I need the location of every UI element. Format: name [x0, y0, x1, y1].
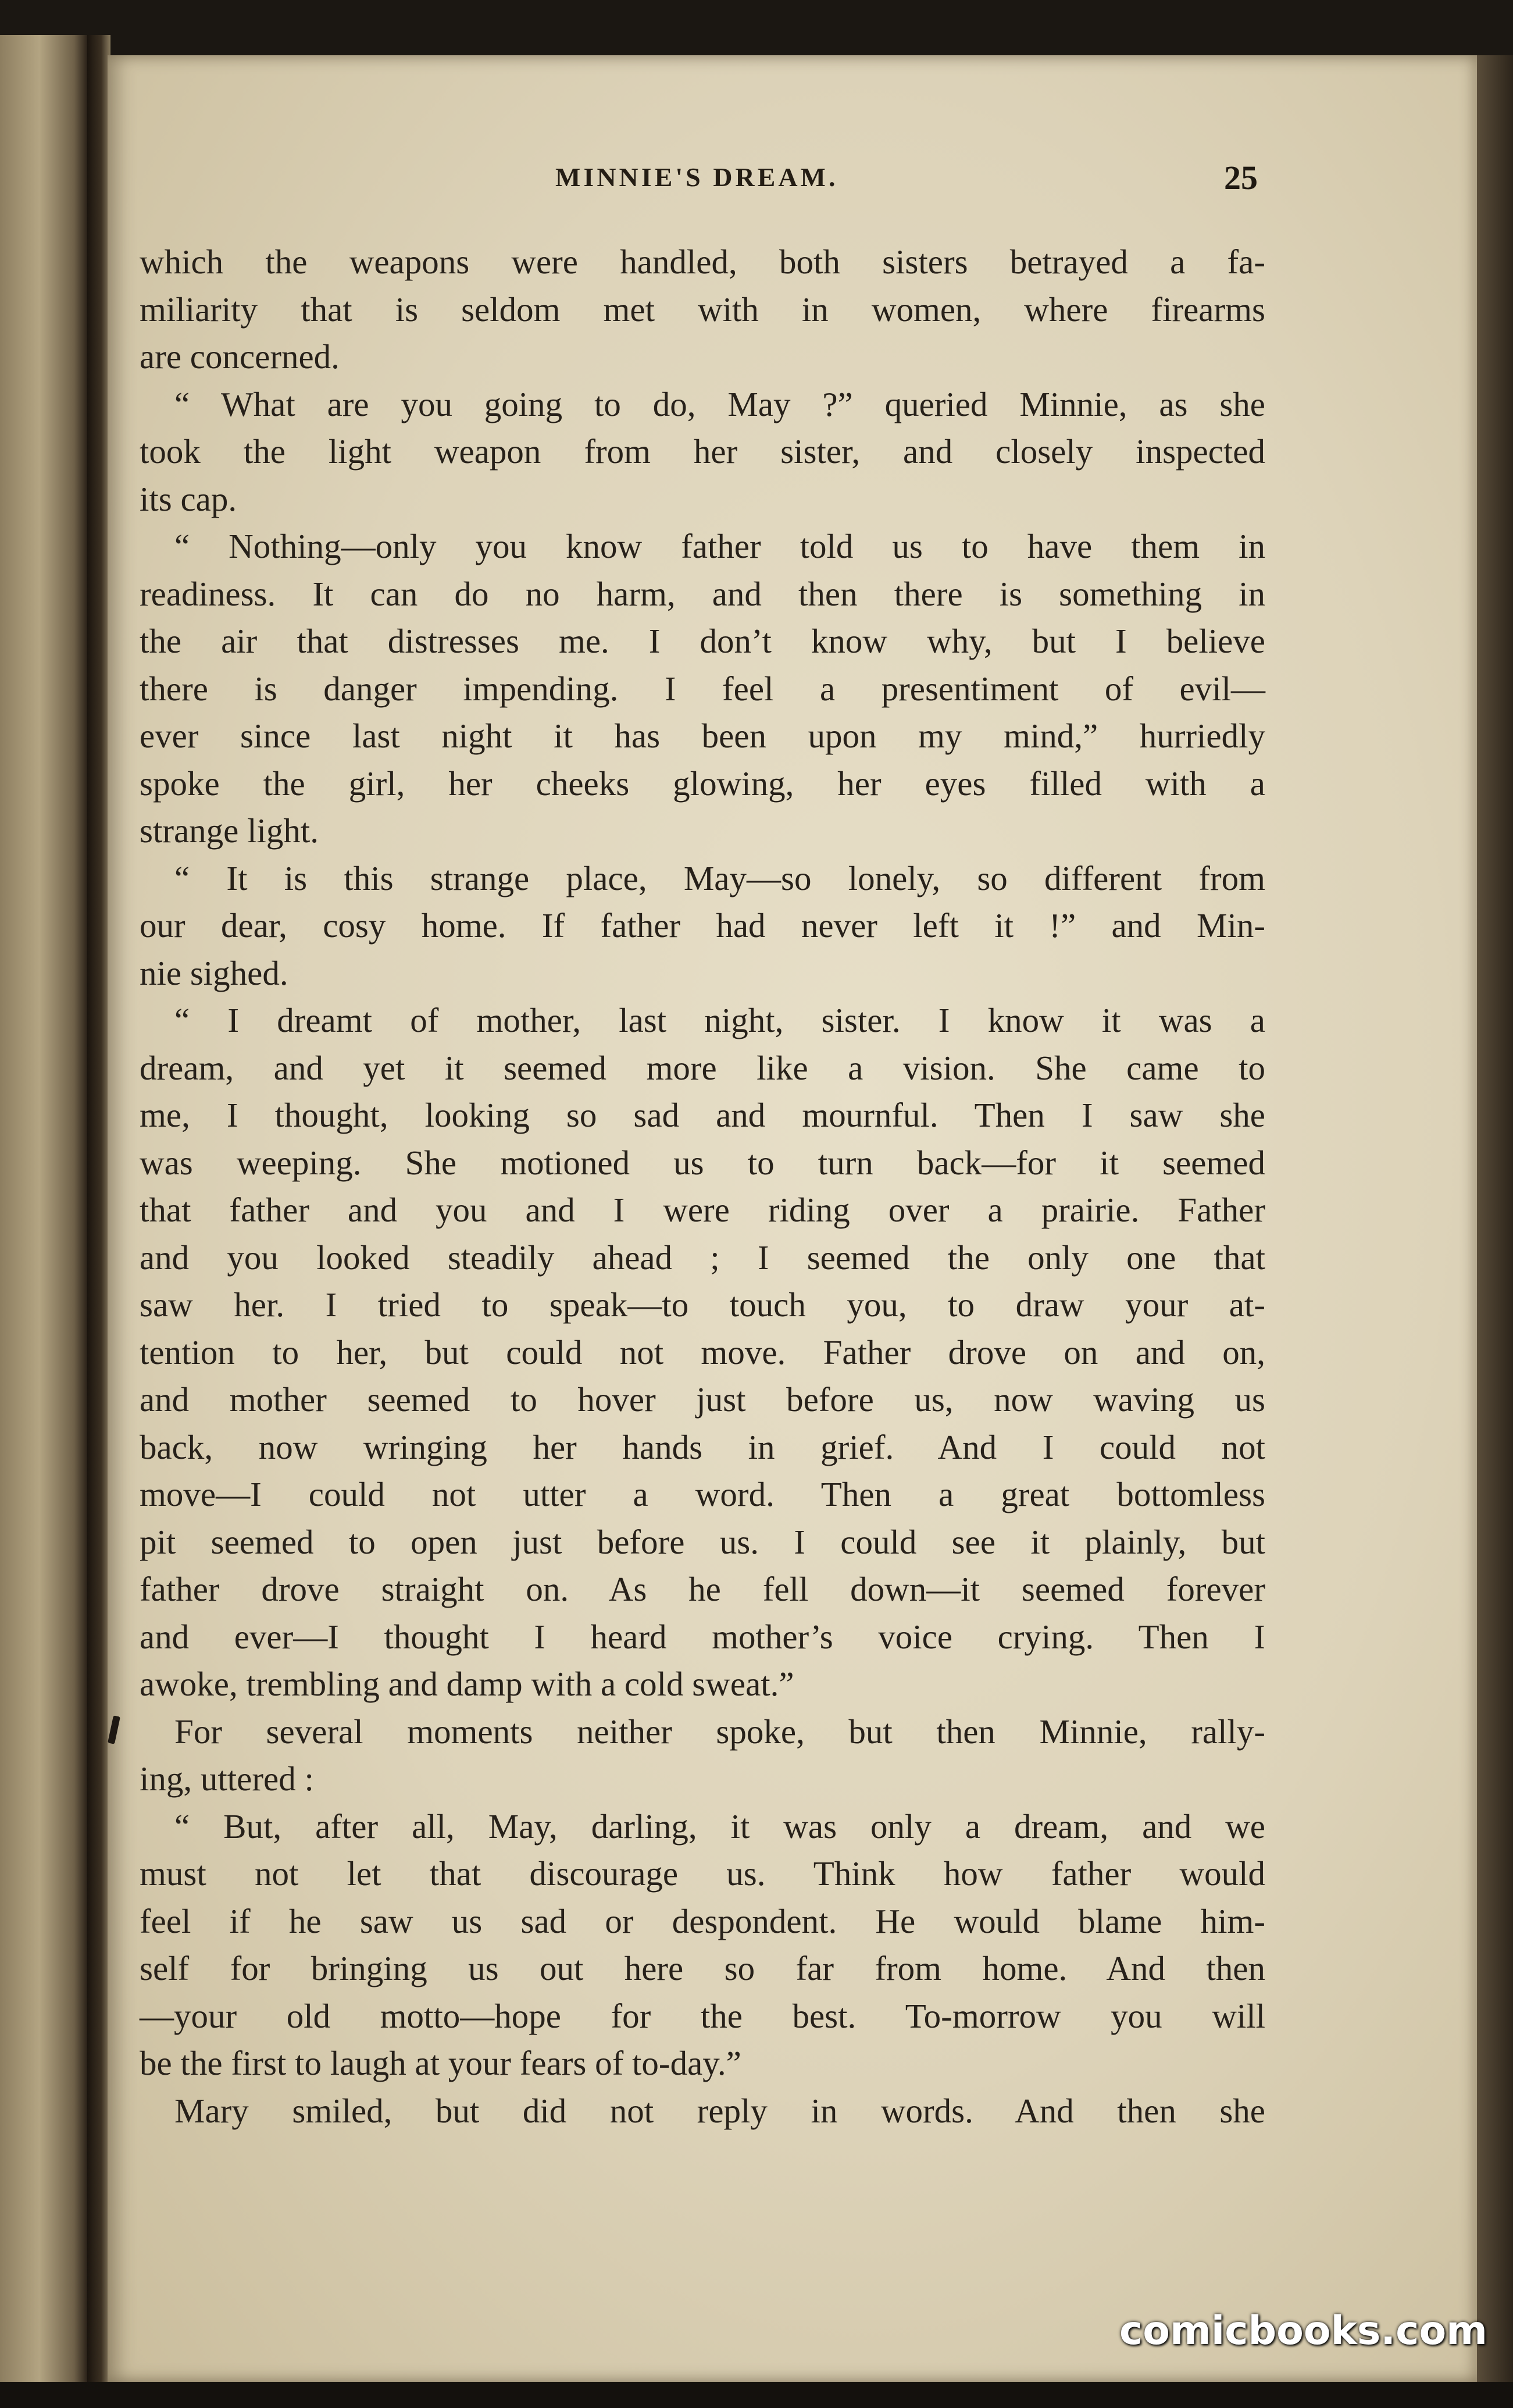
page-number: 25	[1224, 159, 1258, 197]
text-line: move—I could not utter a word. Then a great bottomless	[140, 1475, 1265, 1513]
text-line: awoke, trembling and damp with a cold sweat.”	[140, 1665, 794, 1703]
text-line: back, now wringing her hands in grief. And I could not	[140, 1427, 1265, 1466]
text-line: “ What are you going to do, May ?” queried Minnie, as she	[174, 384, 1265, 423]
text-line: was weeping. She motioned us to turn back—for it seemed	[140, 1143, 1265, 1182]
text-line: are concerned.	[140, 337, 340, 376]
text-line: “ It is this strange place, May—so lonely, so different from	[174, 859, 1265, 897]
text-line: tention to her, but could not move. Father drove on and on,	[140, 1333, 1265, 1372]
text-line: father drove straight on. As he fell down—it seemed forever	[140, 1570, 1265, 1608]
text-line: our dear, cosy home. If father had never left it !” and Min-	[140, 906, 1265, 945]
text-line: that father and you and I were riding over a prairie. Father	[140, 1191, 1265, 1229]
text-line: “ Nothing—only you know father told us to have them in	[174, 527, 1265, 565]
text-line: be the first to laugh at your fears of to-day.”	[140, 2044, 741, 2082]
text-line: feel if he saw us sad or despondent. He would blame him-	[140, 1901, 1265, 1940]
text-line: and you looked steadily ahead ; I seemed the only one that	[140, 1238, 1265, 1277]
text-line: miliarity that is seldom met with in women, where firearms	[140, 290, 1265, 329]
text-line: self for bringing us out here so far from home. And then	[140, 1949, 1265, 1987]
text-line: spoke the girl, her cheeks glowing, her eyes filled with a	[140, 764, 1265, 803]
background-strip	[0, 2382, 1513, 2408]
text-line: strange light.	[140, 811, 319, 850]
text-line: readiness. It can do no harm, and then there is something in	[140, 574, 1265, 613]
text-line: “ I dreamt of mother, last night, sister. I know it was a	[174, 1001, 1265, 1039]
page-stack-edge	[1477, 55, 1513, 2382]
text-line: took the light weapon from her sister, and closely inspected	[140, 432, 1265, 471]
text-line: must not let that discourage us. Think how father would	[140, 1854, 1265, 1893]
text-line: which the weapons were handled, both sisters betrayed a fa-	[140, 243, 1265, 281]
site-watermark: comicbooks.com	[1119, 2308, 1488, 2354]
text-line: nie sighed.	[140, 953, 288, 992]
text-line: and ever—I thought I heard mother’s voice crying. Then I	[140, 1617, 1265, 1656]
text-line: —your old motto—hope for the best. To-morrow you will	[140, 1996, 1265, 2035]
book-gutter	[87, 35, 110, 2385]
text-line: and mother seemed to hover just before us, now waving us	[140, 1380, 1265, 1419]
text-line: ing, uttered :	[140, 1759, 314, 1798]
body-text	[140, 238, 1265, 2135]
text-line: For several moments neither spoke, but then Minnie, rally-	[174, 1712, 1265, 1751]
text-line: pit seemed to open just before us. I could see it plainly, but	[140, 1522, 1265, 1561]
text-line: the air that distresses me. I don’t know why, but I believe	[140, 622, 1265, 660]
running-head: MINNIE'S DREAM.	[555, 162, 838, 192]
text-line: dream, and yet it seemed more like a vision. She came to	[140, 1048, 1265, 1087]
text-line: saw her. I tried to speak—to touch you, to draw your at-	[140, 1285, 1265, 1324]
text-line: me, I thought, looking so sad and mournful. Then I saw she	[140, 1096, 1265, 1134]
text-line: its cap.	[140, 479, 237, 518]
text-line: there is danger impending. I feel a presentiment of evil—	[140, 669, 1265, 708]
text-line: ever since last night it has been upon my mind,” hurriedly	[140, 717, 1265, 755]
text-line: “ But, after all, May, darling, it was only a dream, and we	[174, 1807, 1265, 1846]
text-line: Mary smiled, but did not reply in words. And then she	[174, 2091, 1265, 2130]
facing-page-edge	[0, 35, 87, 2385]
